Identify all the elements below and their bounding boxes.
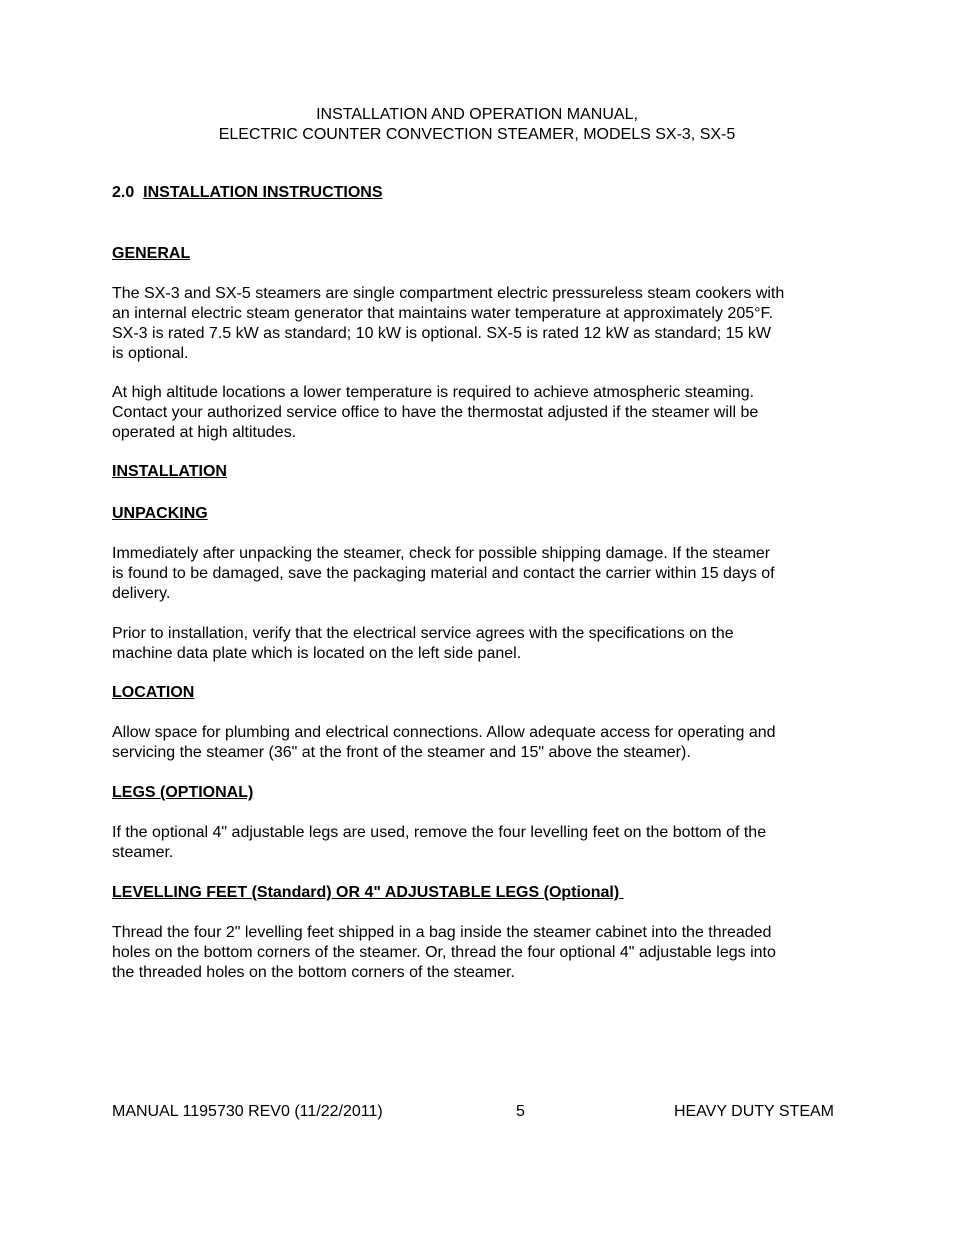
header-line-2: ELECTRIC COUNTER CONVECTION STEAMER, MODELS SX-3, SX-5 — [218, 126, 736, 143]
paragraph-line: machine data plate which is located on the left side panel. — [112, 645, 522, 662]
paragraph-line: Allow space for plumbing and electrical connections. Allow adequate access for operating and — [112, 724, 776, 741]
paragraph-line: Prior to installation, verify that the electrical service agrees with the specifications on the — [112, 625, 734, 642]
heading-legs: LEGS (OPTIONAL) — [112, 784, 254, 801]
paragraph-line: delivery. — [112, 585, 171, 602]
paragraph-line: operated at high altitudes. — [112, 424, 297, 441]
document-header — [0, 105, 954, 145]
paragraph-general-2 — [112, 383, 840, 443]
section-title: INSTALLATION INSTRUCTIONS — [143, 184, 383, 201]
paragraph-line: Contact your authorized service office to have the thermostat adjusted if the steamer will be — [112, 404, 759, 421]
header-line-1: INSTALLATION AND OPERATION MANUAL, — [316, 106, 638, 123]
paragraph-levelling — [112, 923, 840, 983]
paragraph-general-1 — [112, 284, 840, 364]
heading-general: GENERAL — [112, 245, 191, 262]
paragraph-line: Immediately after unpacking the steamer, check for possible shipping damage. If the steamer — [112, 545, 771, 562]
paragraph-line: is found to be damaged, save the packaging material and contact the carrier within 15 days of — [112, 565, 775, 582]
paragraph-legs — [112, 823, 840, 863]
paragraph-line: is optional. — [112, 345, 189, 362]
paragraph-line: Thread the four 2" levelling feet shipped in a bag inside the steamer cabinet into the threaded — [112, 924, 772, 941]
paragraph-unpacking-2 — [112, 624, 840, 664]
footer-manual-number: MANUAL 1195730 REV0 (11/22/2011) — [112, 1103, 383, 1120]
paragraph-line: servicing the steamer (36" at the front of the steamer and 15" above the steamer). — [112, 744, 691, 761]
footer-page-number: 5 — [516, 1103, 525, 1120]
paragraph-line: If the optional 4" adjustable legs are used, remove the four levelling feet on the bottom of the — [112, 824, 767, 841]
paragraph-line: At high altitude locations a lower temperature is required to achieve atmospheric steaming. — [112, 384, 755, 401]
paragraph-line: holes on the bottom corners of the steamer. Or, thread the four optional 4" adjustable legs into — [112, 944, 776, 961]
section-heading — [112, 183, 840, 203]
paragraph-line: steamer. — [112, 844, 174, 861]
heading-location: LOCATION — [112, 684, 195, 701]
heading-levelling: LEVELLING FEET (Standard) OR 4" ADJUSTABLE LEGS (Optional) — [112, 884, 624, 901]
paragraph-line: SX-3 is rated 7.5 kW as standard; 10 kW is optional. SX-5 is rated 12 kW as standard; 15 kW — [112, 325, 771, 342]
paragraph-line: The SX-3 and SX-5 steamers are single compartment electric pressureless steam cookers with — [112, 285, 785, 302]
heading-installation: INSTALLATION — [112, 463, 227, 480]
section-number: 2.0 — [112, 184, 135, 201]
paragraph-line: the threaded holes on the bottom corners of the steamer. — [112, 964, 515, 981]
paragraph-location — [112, 723, 840, 763]
paragraph-unpacking-1 — [112, 544, 840, 604]
footer-product-name: HEAVY DUTY STEAM — [673, 1103, 834, 1120]
paragraph-line: an internal electric steam generator that maintains water temperature at approximately 205°F. — [112, 305, 773, 322]
heading-unpacking: UNPACKING — [112, 505, 208, 522]
